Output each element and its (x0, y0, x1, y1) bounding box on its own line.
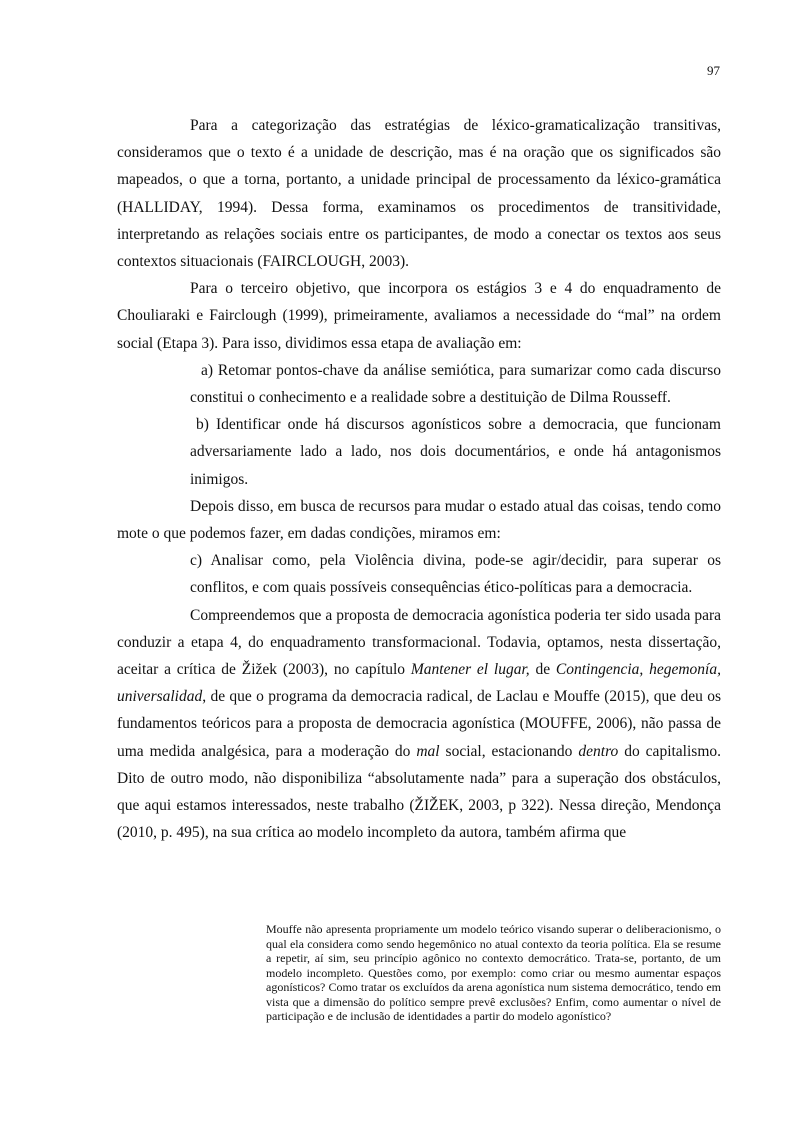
emphasis-dentro: dentro (578, 742, 619, 760)
block-quote: Mouffe não apresenta propriamente um modelo teórico visando superar o deliberacionismo, o qual ela considera como sendo hegemônico no atual contexto da teoria política. Ela se resume a repetir, aí sim, seu princípio agônico no contexto democrático. Trata-se, portanto, de um modelo incompleto. Questões como, por exemplo: como criar ou mesmo aumentar espaços agonísticos? Como tratar os excluídos da arena agonística num sistema democrático, tendo em vista que a dimensão do político sempre prevê exclusões? Enfim, como aumentar o nível de participação e de inclusão de identidades a partir do modelo agonístico? (266, 922, 721, 1023)
emphasis-mal: mal (416, 742, 440, 760)
paragraph-4-part-4: social, estacionando (439, 742, 579, 760)
paragraph-1: Para a categorização das estratégias de léxico-gramaticalização transitivas, consideramos que o texto é a unidade de descrição, mas é na oração que os significados são mapeados, o que a torna, portanto, a unidade principal de processamento da léxico-gramática (HALLIDAY, 1994). Dessa forma, examinamos os procedimentos de transitividade, interpretando as relações sociais entre os participantes, de modo a conectar os textos aos seus contextos situacionais (FAIRCLOUGH, 2003). (117, 117, 721, 271)
paragraph-4-part-5: do capitalismo. Dito de outro modo, não disponibiliza “absolutamente nada” para a superação dos obstáculos, que aqui estamos interessados, neste trabalho (ŽIŽEK, 2003, p 322). Nessa direção, Mendonça (2010, p. 495), na sua crítica ao modelo incompleto da autora, também afirma que (117, 742, 722, 842)
page-number: 97 (707, 63, 720, 78)
list-item-c: c) Analisar como, pela Violência divina, pode-se agir/decidir, para superar os conflitos, e com quais possíveis consequências ético-políticas para a democracia. (190, 552, 721, 597)
paragraph-4-part-3: , de que o programa da democracia radical, de Laclau e Mouffe (2015), que deu os fundamentos teóricos para a proposta de democracia agonística (MOUFFE, 2006), não passa de uma medida analgésica, para a moderação do (117, 688, 721, 760)
paragraph-4 (117, 602, 721, 847)
paragraph-3: Depois disso, em busca de recursos para mudar o estado atual das coisas, tendo como mote o que podemos fazer, em dadas condições, miramos em: (117, 497, 721, 543)
chapter-title: Mantener el lugar, (410, 661, 530, 679)
list-item-a: a) Retomar pontos-chave da análise semiótica, para sumarizar como cada discurso constitui o conhecimento e a realidade sobre a destituição de Dilma Rousseff. (190, 361, 721, 407)
list-item-b: b) Identificar onde há discursos agonísticos sobre a democracia, que funcionam adversariamente lado a lado, nos dois documentários, e onde há antagonismos inimigos. (190, 416, 721, 488)
paragraph-2: Para o terceiro objetivo, que incorpora os estágios 3 e 4 do enquadramento de Chouliaraki e Fairclough (1999), primeiramente, avaliamos a necessidade do “mal” na ordem social (Etapa 3). Para isso, dividimos essa etapa de avaliação em: (117, 280, 721, 352)
body-text (117, 112, 721, 846)
paragraph-4-part-2: de (529, 661, 556, 679)
book-title: Contingencia, hegemonía, universalidad (117, 661, 721, 706)
paragraph-4-part-1: Compreendemos que a proposta de democracia agonística poderia ter sido usada para conduzir a etapa 4, do enquadramento transformacional. Todavia, optamos, nesta dissertação, aceitar a crítica de Žižek (2003), no capítulo (117, 606, 721, 679)
